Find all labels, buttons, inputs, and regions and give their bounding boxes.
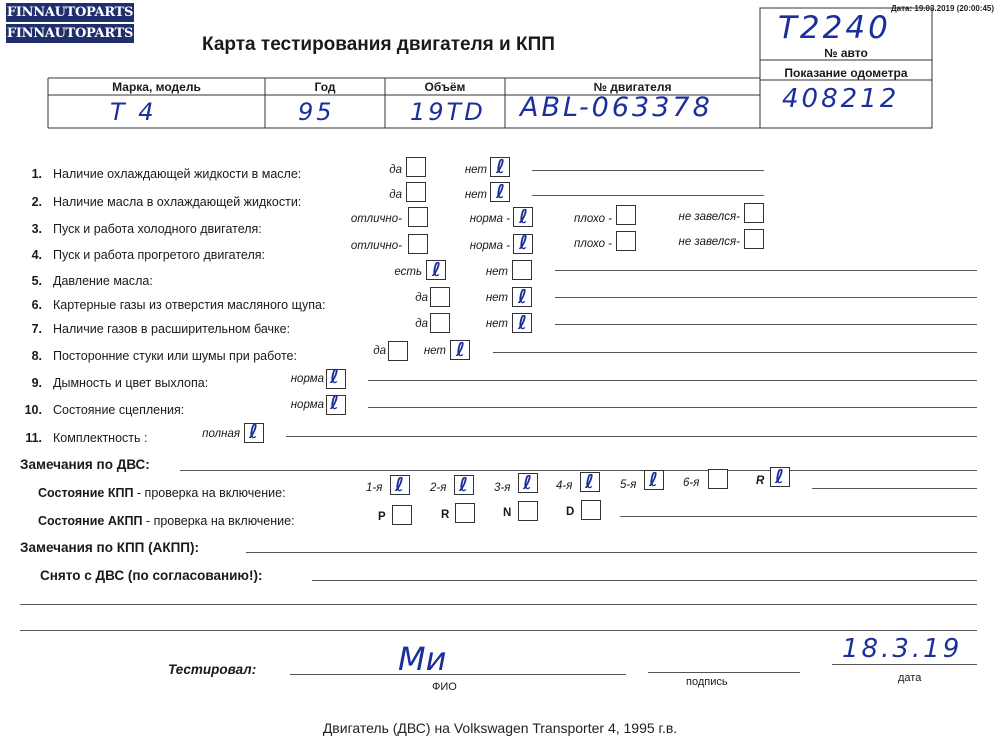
option-no: нет	[485, 318, 508, 330]
remarks-engine-label: Замечания по ДВС:	[20, 457, 150, 472]
fill-line	[180, 470, 977, 471]
fill-line	[812, 488, 977, 489]
option-excellent: отлично-	[350, 213, 402, 225]
option-full: полная	[202, 428, 240, 440]
check-mark: ℓ	[456, 339, 465, 361]
option-not-started: не завелся-	[678, 236, 740, 248]
fill-line	[20, 604, 977, 605]
option-yes: да	[415, 318, 428, 330]
check-mark: ℓ	[459, 474, 468, 496]
option-no: нет	[464, 189, 487, 201]
option-yes: да	[373, 345, 386, 357]
checkbox-akpp-p[interactable]	[392, 505, 412, 525]
item-label: Дымность и цвет выхлопа:	[53, 376, 209, 390]
auto-gearbox-check-label	[38, 514, 295, 528]
fill-line	[555, 324, 977, 325]
checkbox-not-started[interactable]	[744, 229, 764, 249]
check-mark: ℓ	[519, 206, 528, 228]
checkbox-bad[interactable]	[616, 205, 636, 225]
checkbox-gear-6[interactable]	[708, 469, 728, 489]
item-label: Наличие охлаждающей жидкости в масле:	[53, 167, 302, 181]
fill-line	[620, 516, 977, 517]
odometer-value: 408212	[782, 84, 900, 114]
gearbox-check-label	[38, 486, 286, 500]
akpp-gear-label: R	[441, 509, 450, 521]
fio-caption: ФИО	[432, 681, 457, 693]
option-no: нет	[423, 345, 446, 357]
check-mark: ℓ	[775, 466, 784, 488]
col-header-model: Марка, модель	[112, 80, 201, 94]
check-mark: ℓ	[519, 232, 528, 254]
checkbox-excellent[interactable]	[408, 234, 428, 254]
check-mark: ℓ	[432, 259, 441, 281]
akpp-gear-label: N	[503, 507, 512, 519]
item-number: 1.	[31, 167, 42, 181]
option-normal: норма	[290, 373, 324, 385]
option-yes: да	[389, 189, 402, 201]
gear-label: 4-я	[556, 480, 573, 492]
gear-label: R	[756, 475, 765, 487]
date-value: 18.3.19	[842, 634, 963, 664]
option-not-started: не завелся-	[678, 211, 740, 223]
fill-line	[555, 297, 977, 298]
check-mark: ℓ	[330, 392, 339, 414]
option-excellent: отлично-	[350, 240, 402, 252]
gear-label: 1-я	[366, 482, 383, 494]
item-number: 2.	[31, 195, 42, 209]
item-number: 3.	[31, 222, 42, 236]
gear-label: 6-я	[683, 477, 700, 489]
check-mark: ℓ	[585, 471, 594, 493]
checkbox-bad[interactable]	[616, 231, 636, 251]
fill-line	[532, 195, 764, 196]
check-mark: ℓ	[395, 474, 404, 496]
item-number: 11.	[25, 431, 42, 445]
checkbox-yes[interactable]	[430, 287, 450, 307]
checkbox-no[interactable]	[512, 260, 532, 280]
check-mark: ℓ	[523, 472, 532, 494]
option-bad: плохо -	[574, 213, 612, 225]
date-line	[832, 664, 977, 665]
check-mark: ℓ	[649, 469, 658, 491]
option-normal: норма	[290, 399, 324, 411]
model-value: Т 4	[110, 98, 157, 126]
watermark-logo: FINNAUTOPARTS	[6, 5, 134, 20]
checkbox-akpp-n[interactable]	[518, 501, 538, 521]
akpp-gear-label: P	[378, 511, 386, 523]
item-label: Посторонние стуки или шумы при работе:	[53, 349, 297, 363]
checkbox-not-started[interactable]	[744, 203, 764, 223]
check-mark: ℓ	[330, 366, 339, 388]
option-no: нет	[464, 164, 487, 176]
item-label: Наличие газов в расширительном бачке:	[53, 322, 291, 336]
item-number: 8.	[31, 349, 42, 363]
auto-gearbox-label-bold: Состояние АКПП	[38, 514, 143, 528]
col-header-volume: Объём	[424, 80, 466, 94]
fill-line	[368, 380, 977, 381]
item-label: Картерные газы из отверстия масляного щупа:	[53, 298, 326, 312]
checkbox-yes[interactable]	[406, 157, 426, 177]
fill-line	[286, 436, 977, 437]
auto-no-value: Т2240	[778, 10, 891, 46]
page-title: Карта тестирования двигателя и КПП	[202, 34, 555, 55]
option-normal: норма -	[469, 240, 510, 252]
option-bad: плохо -	[574, 238, 612, 250]
item-label: Состояние сцепления:	[53, 403, 185, 417]
col-header-year: Год	[314, 80, 336, 94]
item-label: Пуск и работа холодного двигателя:	[53, 222, 262, 236]
check-mark: ℓ	[249, 421, 258, 443]
check-mark: ℓ	[518, 286, 527, 308]
date-caption: дата	[898, 672, 922, 684]
checkbox-yes[interactable]	[388, 341, 408, 361]
gear-label: 3-я	[494, 482, 511, 494]
gear-label: 5-я	[620, 479, 637, 491]
volume-value: 19ТD	[410, 98, 486, 126]
engine-no-value: АВL-063378	[520, 92, 713, 123]
odometer-label: Показание одометра	[784, 66, 908, 80]
col-header-engine-no: № двигателя	[593, 80, 672, 94]
option-normal: норма -	[469, 213, 510, 225]
item-number: 7.	[31, 322, 42, 336]
removed-from-engine-label: Снято с ДВС (по согласованию!):	[40, 568, 263, 583]
gearbox-label-rest: - проверка на включение:	[133, 486, 286, 500]
checkbox-akpp-r[interactable]	[455, 503, 475, 523]
item-number: 6.	[31, 298, 42, 312]
item-label: Пуск и работа прогретого двигателя:	[53, 248, 265, 262]
option-yes: да	[389, 164, 402, 176]
remarks-gearbox-label: Замечания по КПП (АКПП):	[20, 540, 199, 555]
checkbox-akpp-d[interactable]	[581, 500, 601, 520]
auto-no-label: № авто	[824, 46, 868, 60]
fill-line	[368, 407, 977, 408]
checkbox-excellent[interactable]	[408, 207, 428, 227]
watermark-logo: FINNAUTOPARTS	[6, 26, 134, 41]
signature-caption: подпись	[686, 676, 728, 688]
fill-line	[246, 552, 977, 553]
option-no: нет	[485, 266, 508, 278]
item-label: Наличие масла в охлаждающей жидкости:	[53, 195, 302, 209]
akpp-gear-label: D	[566, 506, 575, 518]
gearbox-label-bold: Состояние КПП	[38, 486, 134, 500]
name-line	[290, 674, 626, 675]
image-caption: Двигатель (ДВС) на Volkswagen Transporter 4, 1995 г.в.	[322, 720, 678, 736]
year-value: 95	[298, 98, 335, 126]
fill-line	[312, 580, 977, 581]
gear-label: 2-я	[430, 482, 447, 494]
fill-line	[20, 630, 977, 631]
option-no: нет	[485, 292, 508, 304]
checkbox-yes[interactable]	[430, 313, 450, 333]
fill-line	[555, 270, 977, 271]
check-mark: ℓ	[496, 156, 505, 178]
item-label: Комплектность :	[53, 431, 148, 445]
tested-by-label: Тестировал:	[168, 662, 257, 677]
option-present: есть	[394, 266, 422, 278]
item-number: 5.	[31, 274, 42, 288]
item-number: 10.	[24, 403, 42, 417]
check-mark: ℓ	[518, 312, 527, 334]
signature-line	[648, 672, 800, 673]
signature-scribble: Ми	[398, 640, 447, 678]
item-label: Давление масла:	[53, 274, 153, 288]
option-yes: да	[415, 292, 428, 304]
item-number: 9.	[31, 376, 42, 390]
date-stamp: Дата: 19.03.2019 (20:00:45)	[890, 4, 994, 13]
fill-line	[532, 170, 764, 171]
item-number: 4.	[31, 248, 42, 262]
auto-gearbox-label-rest: - проверка на включение:	[142, 514, 295, 528]
checkbox-yes[interactable]	[406, 182, 426, 202]
fill-line	[493, 352, 977, 353]
check-mark: ℓ	[496, 181, 505, 203]
